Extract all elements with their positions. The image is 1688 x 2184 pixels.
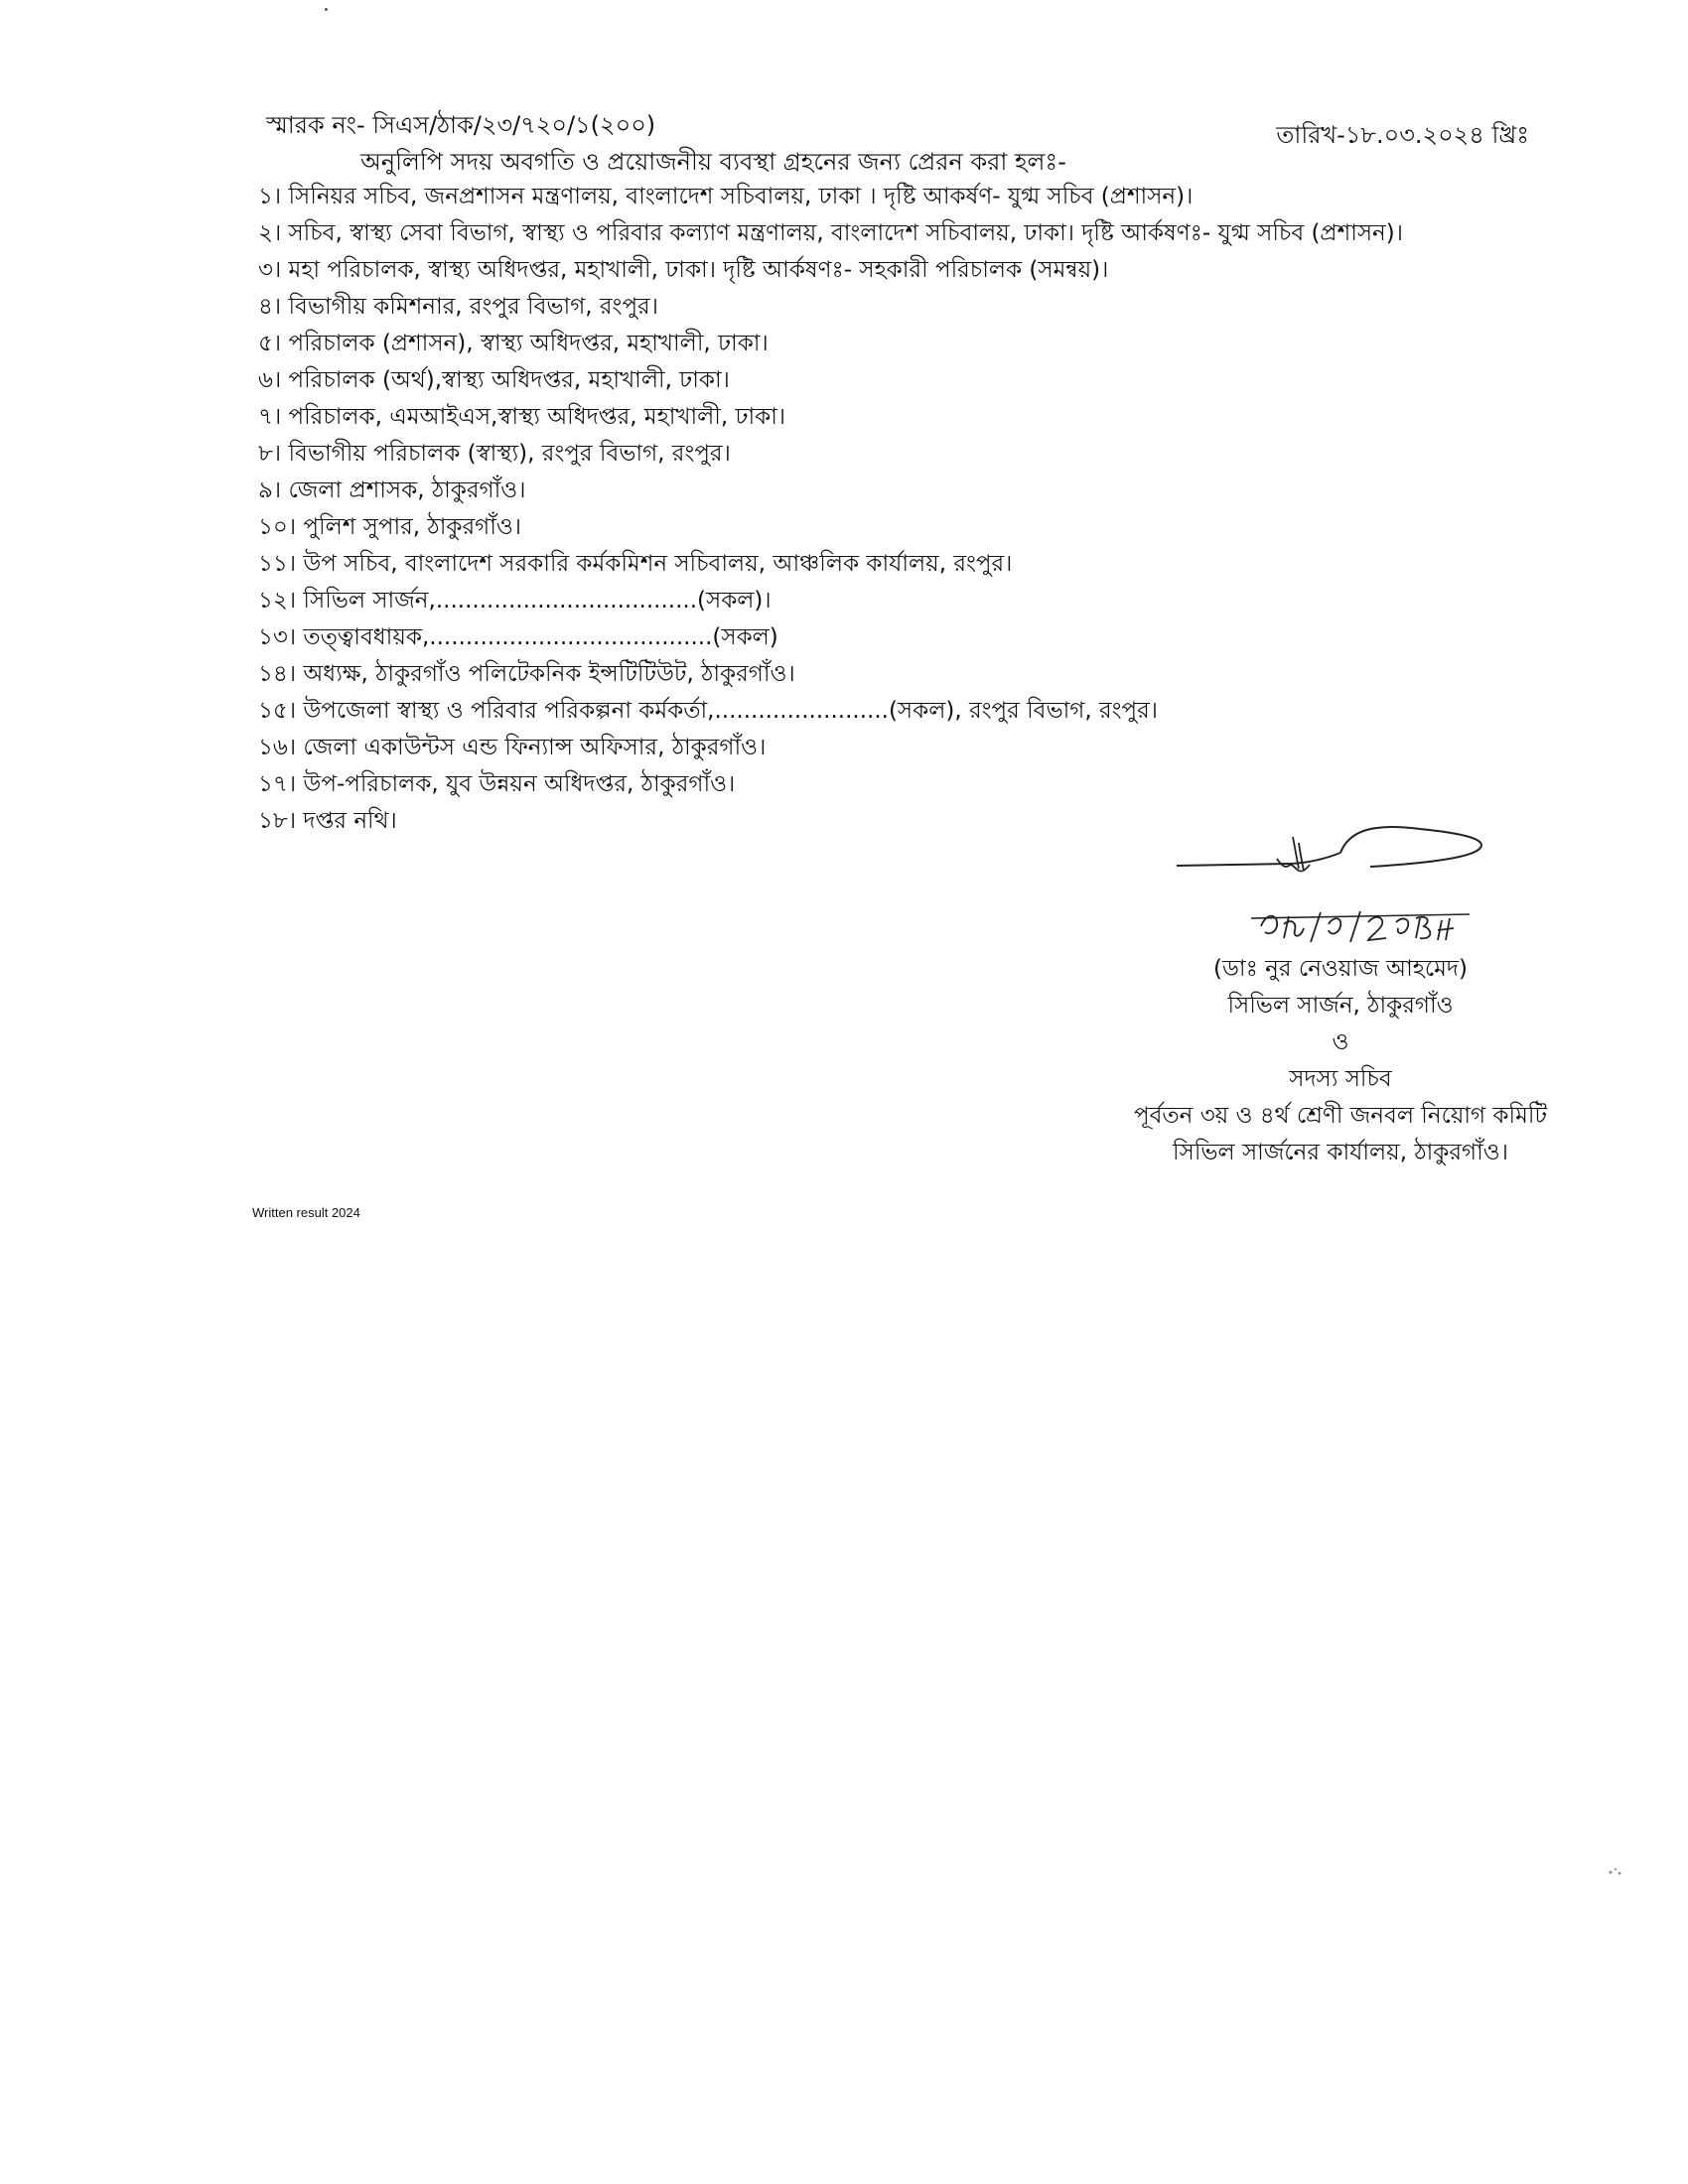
list-item: ১০। পুলিশ সুপার, ঠাকুরগাঁও। [258,514,522,540]
forwarding-intro: অনুলিপি সদয় অবগতি ও প্রয়োজনীয় ব্যবস্থা গ্রহনের জন্য প্রেরন করা হলঃ- [360,148,1066,176]
signatory-title: সিভিল সার্জন, ঠাকুরগাঁও [1227,993,1454,1019]
list-item: ৯। জেলা প্রশাসক, ঠাকুরগাঁও। [258,478,526,503]
list-item: ৫। পরিচালক (প্রশাসন), স্বাস্থ্য অধিদপ্তর, মহাখালী, ঢাকা। [258,331,769,356]
list-item: ১৭। উপ-পরিচালক, যুব উন্নয়ন অধিদপ্তর, ঠাকুরগাঁও। [258,771,736,797]
signatory-role: সদস্য সচিব [1289,1066,1392,1092]
signatory-name: (ডাঃ নুর নেওয়াজ আহমেদ) [1213,956,1468,982]
list-item: ৭। পরিচালক, এমআইএস,স্বাস্থ্য অধিদপ্তর, মহাখালী, ঢাকা। [258,404,786,430]
list-item: ১১। উপ সচিব, বাংলাদেশ সরকারি কর্মকমিশন সচিবালয়, আঞ্চলিক কার্যালয়, রংপুর। [258,551,1013,577]
list-item: ২। সচিব, স্বাস্থ্য সেবা বিভাগ, স্বাস্থ্য ও পরিবার কল্যাণ মন্ত্রণালয়, বাংলাদেশ সচিবালয়, ঢাকা। দৃষ্টি আর্কষণঃ- যুগ্ম সচিব (প্রশাসন)। [258,220,1403,246]
list-item: ১২। সিভিল সার্জন,....................................(সকল)। [258,588,772,614]
office-name: সিভিল সার্জনের কার্যালয়, ঠাকুরগাঁও। [1173,1140,1508,1165]
scan-speck [1607,1864,1624,1878]
memo-number: স্মারক নং- সিএস/ঠাক/২৩/৭২০/১(২০০) [266,111,656,139]
list-item: ১৫। উপজেলা স্বাস্থ্য ও পরিবার পরিকল্পনা কর্মকর্তা,........................(সকল), রংপুর বিভাগ, রংপুর। [258,698,1159,724]
list-item: ১৮। দপ্তর নথি। [258,808,397,834]
distribution-list [258,179,1403,840]
list-item: ১৬। জেলা একাউন্টস এন্ড ফিন্যান্স অফিসার, ঠাকুরগাঁও। [258,735,767,760]
conjunction: ও [1332,1029,1349,1055]
list-item: ১৪। অধ্যক্ষ, ঠাকুরগাঁও পলিটেকনিক ইন্সটিটিউট, ঠাকুরগাঁও। [258,661,795,687]
scan-speck [325,8,328,11]
handwritten-signature [1172,819,1509,968]
footer-note: Written result 2024 [252,1205,360,1220]
memo-date: তারিখ-১৮.০৩.২০২৪ খ্রিঃ [1276,121,1529,149]
list-item: ৪। বিভাগীয় কমিশনার, রংপুর বিভাগ, রংপুর। [258,294,658,320]
list-item: ৮। বিভাগীয় পরিচালক (স্বাস্থ্য), রংপুর বিভাগ, রংপুর। [258,441,731,467]
list-item: ৬। পরিচালক (অর্থ),স্বাস্থ্য অধিদপ্তর, মহাখালী, ঢাকা। [258,367,730,393]
list-item: ১৩। তত্ত্বাবধায়ক,.......................................(সকল) [258,624,778,650]
list-item: ১। সিনিয়র সচিব, জনপ্রশাসন মন্ত্রণালয়, বাংলাদেশ সচিবালয়, ঢাকা । দৃষ্টি আকর্ষণ- যুগ্ম সচিব (প্রশাসন)। [258,184,1194,209]
signature-block [1082,951,1599,1171]
committee-name: পূর্বতন ৩য় ও ৪র্থ শ্রেণী জনবল নিয়োগ কমিটি [1133,1103,1547,1129]
list-item: ৩। মহা পরিচালক, স্বাস্থ্য অধিদপ্তর, মহাখালী, ঢাকা। দৃষ্টি আর্কষণঃ- সহকারী পরিচালক (সমন্বয়)। [258,257,1109,283]
